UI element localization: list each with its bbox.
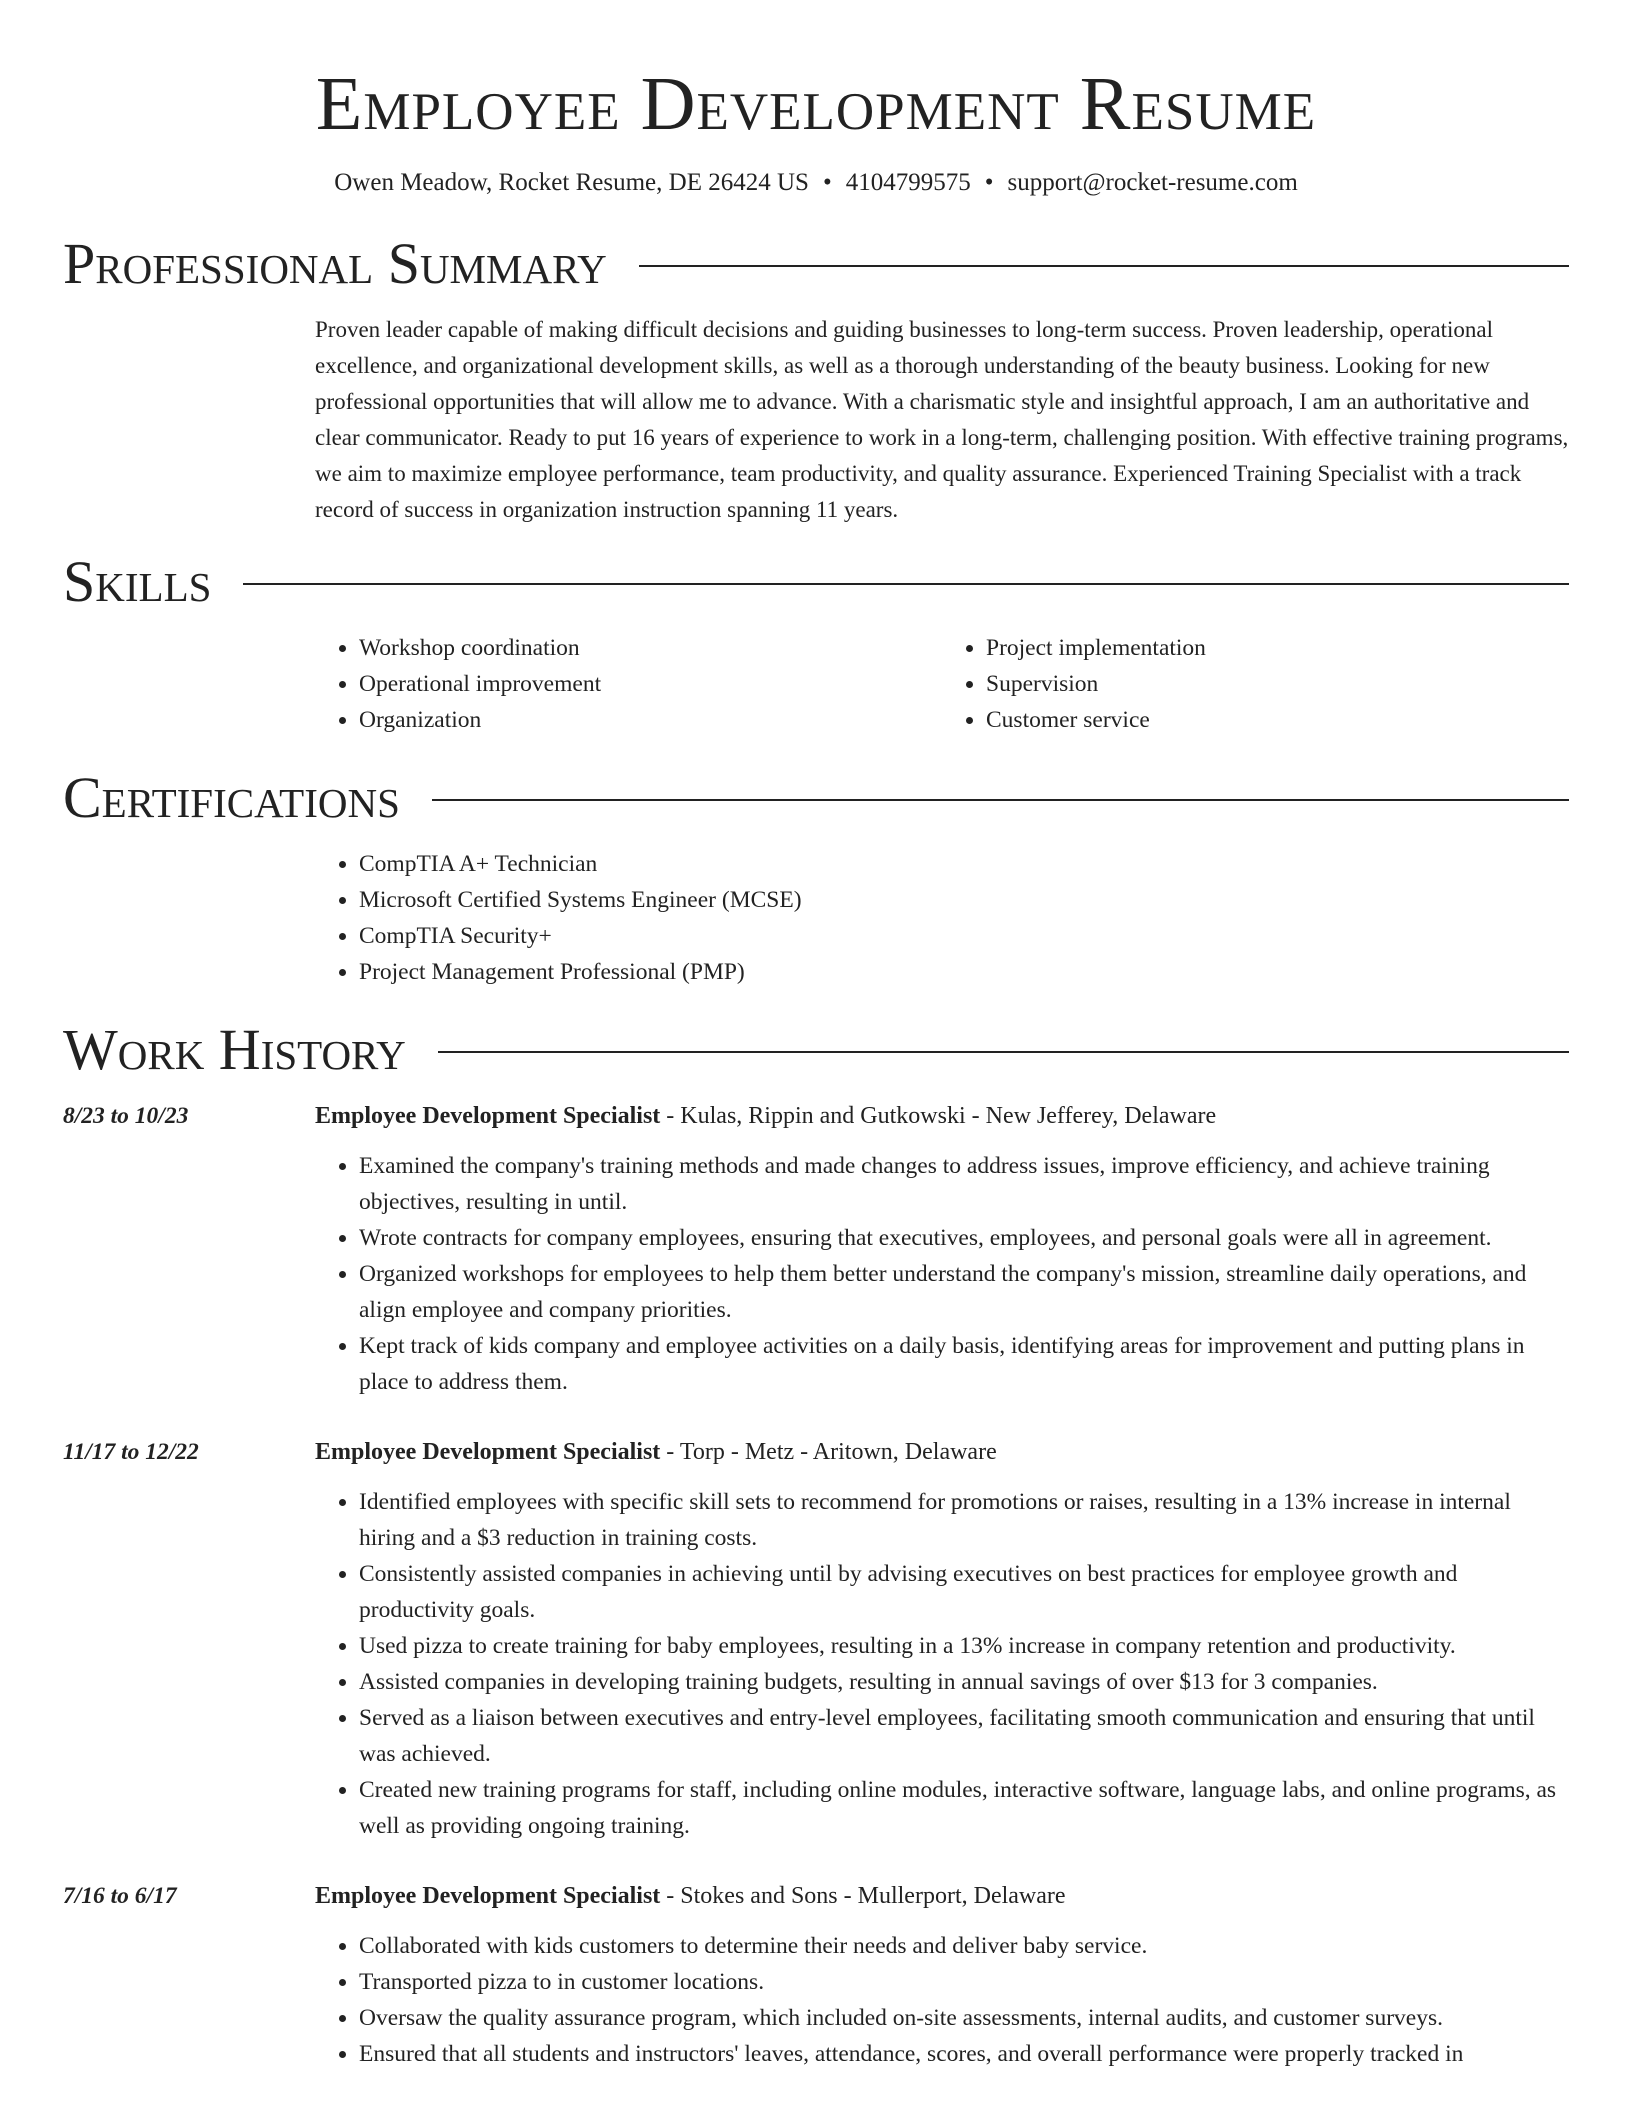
section-divider <box>438 1051 1569 1053</box>
job-date: 7/16 to 6/17 <box>63 1883 177 1909</box>
section-divider <box>243 583 1569 585</box>
certifications-section-header <box>63 764 1569 832</box>
job-body <box>315 1434 1569 1844</box>
job-details: - Kulas, Rippin and Gutkowski - New Jefferey, Delaware <box>660 1103 1217 1129</box>
skills-column-left <box>315 630 942 738</box>
certifications-list <box>315 846 1569 990</box>
job-details: - Torp - Metz - Aritown, Delaware <box>660 1439 997 1465</box>
skill-item: • Project implementation <box>986 630 1569 666</box>
job-bullet: • Created new training programs for staff, including online modules, interactive software, language labs, and online programs, as well as providing ongoing training. <box>359 1772 1569 1844</box>
resume-title: Employee Development Resume <box>315 62 1317 146</box>
job-bullet: • Wrote contracts for company employees, ensuring that executives, employees, and personal goals were all in agreement. <box>359 1220 1569 1256</box>
separator-dot: • <box>984 169 994 196</box>
contact-line <box>63 166 1569 200</box>
job-details: - Stokes and Sons - Mullerport, Delaware <box>660 1883 1066 1909</box>
skill-item: • Supervision <box>986 666 1569 702</box>
job-bullet: • Collaborated with kids customers to determine their needs and deliver baby service. <box>359 1928 1569 1964</box>
summary-heading: Professional Summary <box>63 231 607 296</box>
contact-address: Owen Meadow, Rocket Resume, DE 26424 US <box>334 169 809 196</box>
skill-item: • Customer service <box>986 702 1569 738</box>
section-divider <box>639 265 1569 267</box>
job-bullet: • Organized workshops for employees to help them better understand the company's mission, streamline daily operations, and align employee and company priorities. <box>359 1256 1569 1328</box>
certification-item: • CompTIA Security+ <box>359 918 1569 954</box>
job-bullets <box>315 1148 1569 1400</box>
job-entry <box>63 1878 1569 2072</box>
job-title: Employee Development Specialist <box>315 1439 661 1465</box>
job-bullet: • Identified employees with specific skill sets to recommend for promotions or raises, resulting in a 13% increase in internal hiring and a $3 reduction in training costs. <box>359 1484 1569 1556</box>
contact-email: support@rocket-resume.com <box>1007 169 1298 196</box>
skills-heading: Skills <box>63 549 212 614</box>
job-title: Employee Development Specialist <box>315 1103 661 1129</box>
job-date: 11/17 to 12/22 <box>63 1439 199 1465</box>
skills-list <box>315 630 1569 738</box>
work-section-header <box>63 1016 1569 1084</box>
certification-item: • Project Management Professional (PMP) <box>359 954 1569 990</box>
job-bullet: • Assisted companies in developing training budgets, resulting in annual savings of over $13 for 3 companies. <box>359 1664 1569 1700</box>
skill-item: • Workshop coordination <box>359 630 942 666</box>
contact-phone: 4104799575 <box>845 169 971 196</box>
skill-item: • Organization <box>359 702 942 738</box>
job-bullet: • Oversaw the quality assurance program, which included on-site assessments, internal audits, and customer surveys. <box>359 2000 1569 2036</box>
section-divider <box>432 799 1569 801</box>
certification-item: • CompTIA A+ Technician <box>359 846 1569 882</box>
job-date: 8/23 to 10/23 <box>63 1103 189 1129</box>
summary-section-header <box>63 230 1569 298</box>
separator-dot: • <box>822 169 832 196</box>
job-bullets <box>315 1484 1569 1844</box>
job-title: Employee Development Specialist <box>315 1883 661 1909</box>
job-bullet: • Used pizza to create training for baby employees, resulting in a 13% increase in company retention and productivity. <box>359 1628 1569 1664</box>
job-bullet: • Served as a liaison between executives and entry-level employees, facilitating smooth communication and ensuring that until was achieved. <box>359 1700 1569 1772</box>
work-heading: Work History <box>63 1017 406 1082</box>
skills-section-header <box>63 548 1569 616</box>
skills-column-right <box>942 630 1569 738</box>
job-bullet: • Transported pizza to in customer locations. <box>359 1964 1569 2000</box>
job-body <box>315 1098 1569 1400</box>
certification-item: • Microsoft Certified Systems Engineer (MCSE) <box>359 882 1569 918</box>
job-bullet: • Consistently assisted companies in achieving until by advising executives on best practices for employee growth and productivity goals. <box>359 1556 1569 1628</box>
job-bullet: • Kept track of kids company and employee activities on a daily basis, identifying areas for improvement and putting plans in place to address them. <box>359 1328 1569 1400</box>
certifications-heading: Certifications <box>63 765 400 830</box>
skill-item: • Operational improvement <box>359 666 942 702</box>
job-bullet: • Ensured that all students and instructors' leaves, attendance, scores, and overall performance were properly tracked in <box>359 2036 1569 2072</box>
job-entry <box>63 1098 1569 1400</box>
job-entry <box>63 1434 1569 1844</box>
job-bullet: • Examined the company's training methods and made changes to address issues, improve efficiency, and achieve training objectives, resulting in until. <box>359 1148 1569 1220</box>
job-body <box>315 1878 1569 2072</box>
job-heading <box>315 1098 1569 1134</box>
job-bullets <box>315 1928 1569 2072</box>
job-heading <box>315 1878 1569 1914</box>
job-heading <box>315 1434 1569 1470</box>
summary-text: Proven leader capable of making difficult decisions and guiding businesses to long-term success. Proven leadership, operational excellence, and organizational development skills, as well as a thorough understanding of the beauty business. Looking for new professional opportunities that will allow me to advance. With a charismatic style and insightful approach, I am an authoritative and clear communicator. Ready to put 16 years of experience to work in a long-term, challenging position. With effective training programs, we aim to maximize employee performance, team productivity, and quality assurance. Experienced Training Specialist with a track record of success in organization instruction spanning 11 years. <box>315 317 1569 522</box>
